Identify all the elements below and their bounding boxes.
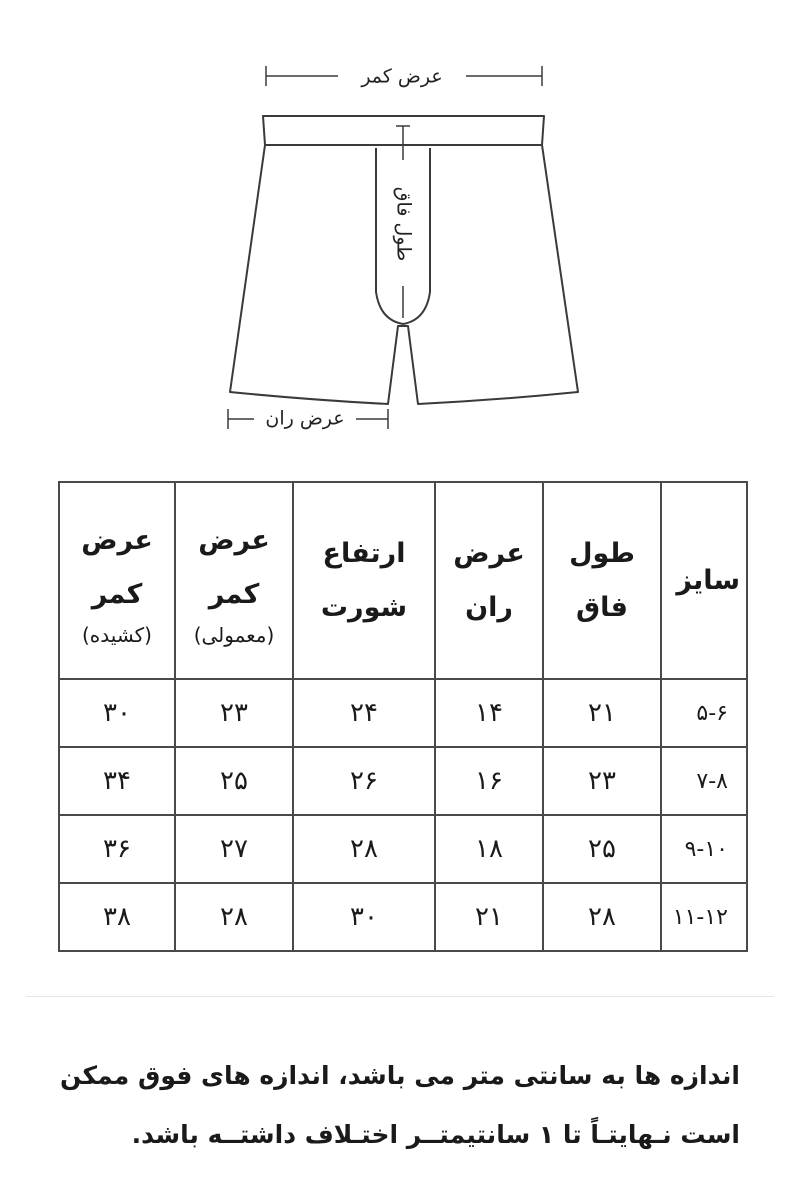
- table-row: [59, 747, 747, 815]
- waist-width-label: عرض کمر: [361, 65, 443, 88]
- thigh-cell: ۱۴: [435, 679, 543, 747]
- section-divider: [26, 996, 774, 997]
- header-size: سایز: [661, 482, 747, 679]
- inseam-cell: ۲۳: [543, 747, 661, 815]
- size-cell: ۹-۱۰: [661, 815, 747, 883]
- height-cell: ۲۴: [293, 679, 435, 747]
- header-waist-stretched: عرض کمر (کشیده): [59, 482, 175, 679]
- table-header-row: [59, 482, 747, 679]
- inseam-cell: ۲۱: [543, 679, 661, 747]
- height-cell: ۲۶: [293, 747, 435, 815]
- waist-normal-cell: ۲۸: [175, 883, 293, 951]
- header-waist-normal: عرض کمر (معمولی): [175, 482, 293, 679]
- shorts-outline: [230, 145, 578, 404]
- table-row: [59, 679, 747, 747]
- note-line-1: اندازه ها به سانتی متر می باشد، اندازه های فوق ممکن: [59, 1061, 740, 1090]
- thigh-cell: ۱۶: [435, 747, 543, 815]
- size-cell: ۵-۶: [661, 679, 747, 747]
- table-row: [59, 883, 747, 951]
- waist-stretched-cell: ۳۰: [59, 679, 175, 747]
- waist-normal-cell: ۲۳: [175, 679, 293, 747]
- measurement-note: [60, 1046, 740, 1164]
- inseam-length-label: طول فاق: [392, 186, 415, 262]
- header-thigh-width: عرض ران: [435, 482, 543, 679]
- inseam-cell: ۲۸: [543, 883, 661, 951]
- height-cell: ۲۸: [293, 815, 435, 883]
- table-row: [59, 815, 747, 883]
- waist-normal-cell: ۲۵: [175, 747, 293, 815]
- thigh-width-label: عرض ران: [265, 407, 345, 430]
- header-inseam: طول فاق: [543, 482, 661, 679]
- height-cell: ۳۰: [293, 883, 435, 951]
- size-chart-table: [58, 481, 748, 952]
- waist-stretched-cell: ۳۶: [59, 815, 175, 883]
- size-cell: ۷-۸: [661, 747, 747, 815]
- waist-stretched-cell: ۳۸: [59, 883, 175, 951]
- size-cell: ۱۱-۱۲: [661, 883, 747, 951]
- thigh-cell: ۱۸: [435, 815, 543, 883]
- thigh-cell: ۲۱: [435, 883, 543, 951]
- shorts-measurement-diagram: [0, 0, 800, 460]
- waist-stretched-cell: ۳۴: [59, 747, 175, 815]
- header-shorts-height: ارتفاع شورت: [293, 482, 435, 679]
- waist-normal-cell: ۲۷: [175, 815, 293, 883]
- inseam-cell: ۲۵: [543, 815, 661, 883]
- note-line-2: است نـهایتـاً تا ۱ سانتیمتــر اختـلاف داشتــه باشد.: [131, 1120, 740, 1149]
